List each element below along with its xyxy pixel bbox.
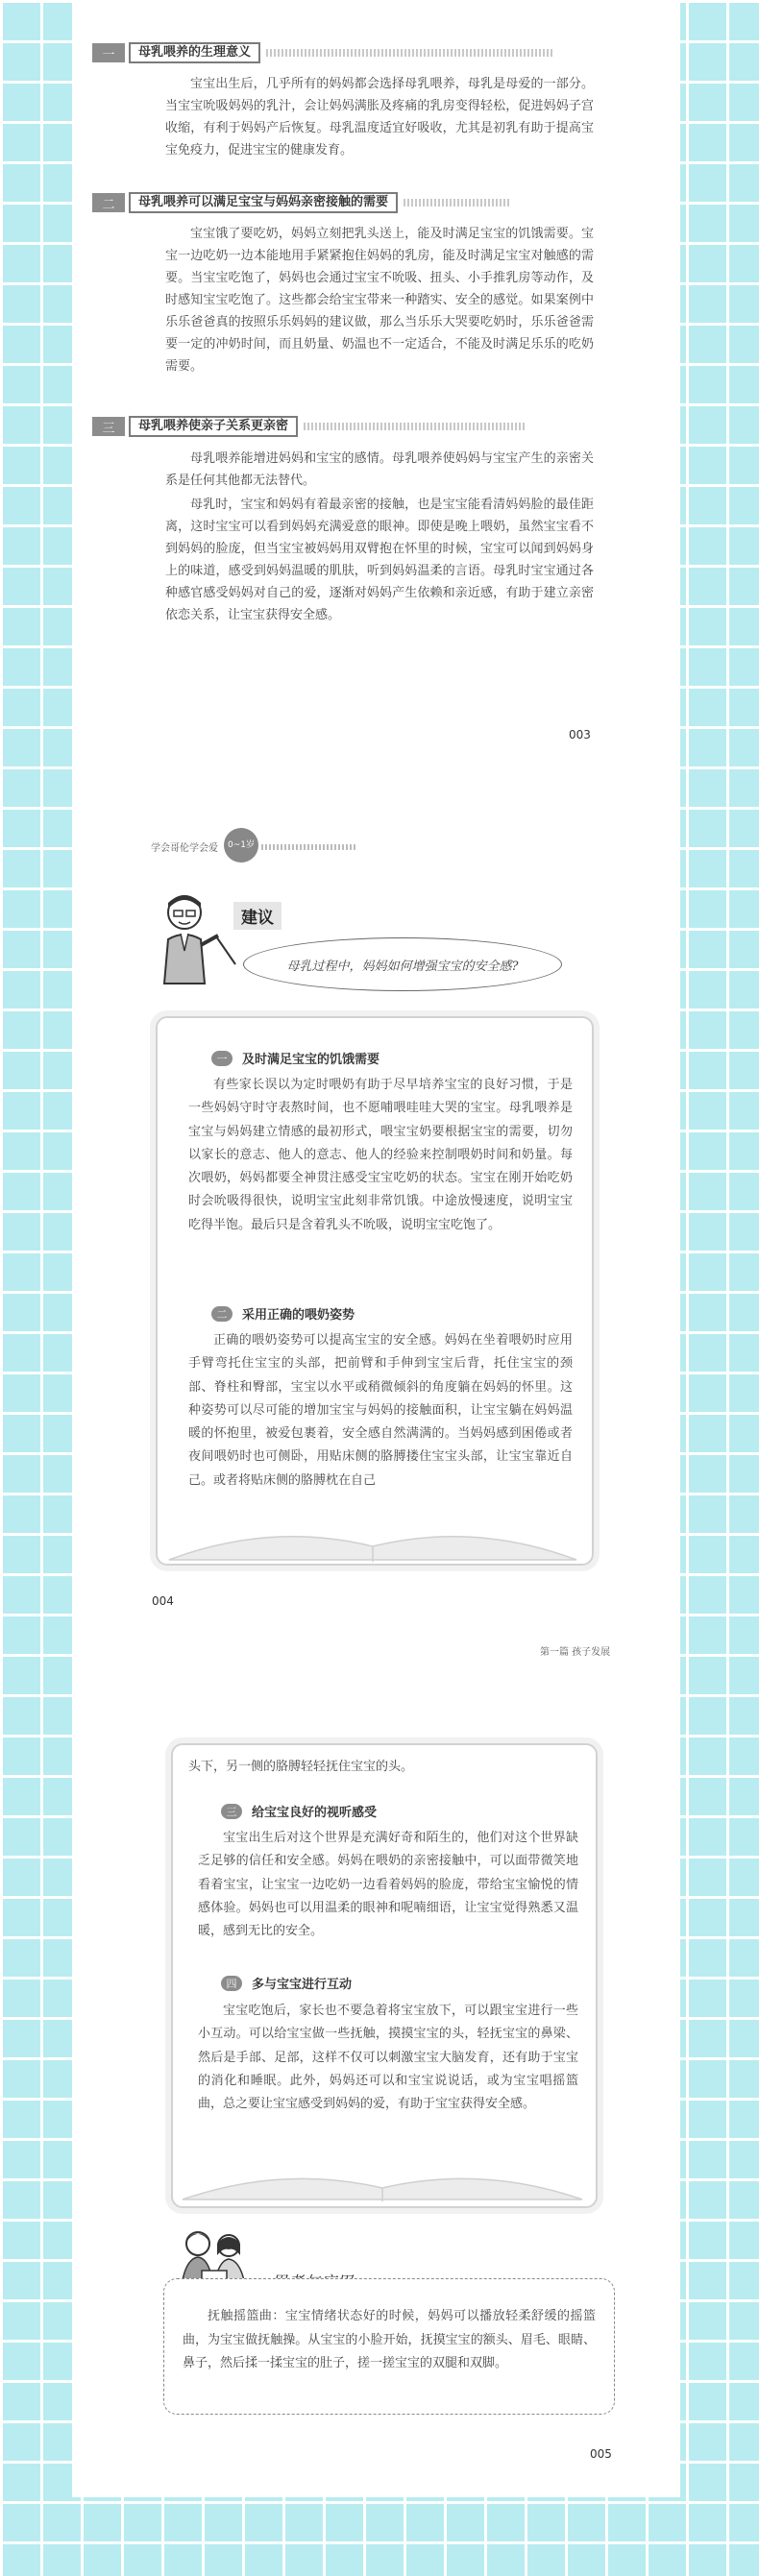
section-heading-1 bbox=[92, 42, 554, 63]
running-title: 学会哥伦学会爱 bbox=[151, 843, 218, 854]
subsection-title: 多与宝宝进行互动 bbox=[252, 1978, 353, 1992]
subsection-number: 四 bbox=[221, 1976, 242, 1991]
teacher-illustration-icon bbox=[151, 889, 237, 985]
section-heading-3 bbox=[92, 416, 525, 437]
paragraph: 宝宝饿了要吃奶，妈妈立刻把乳头送上，能及时满足宝宝的饥饿需要。宝宝一边吃奶一边本能地用手紧紧抱住妈妈的乳房，能及时满足宝宝对触感的需要。当宝宝吃饱了，妈妈也会通过宝宝不吮吸、扭头、小手推乳房等动作，及时感知宝宝吃饱了。这些都会给宝宝带来一种踏实、安全的感觉。如果案例中乐乐爸爸真的按照乐乐妈妈的建议做，那么当乐乐大哭要吃奶时，乐乐爸爸需要一定的冲奶时间，而且奶量、奶温也不一定适合，不能及时满足乐乐的吃奶需要。 bbox=[165, 227, 594, 374]
subsection-number: 三 bbox=[221, 1804, 242, 1819]
decorative-dotted-line bbox=[261, 844, 357, 850]
think-apply-body: 宝宝情绪状态好的时候，妈妈可以播放轻柔舒缓的摇篮曲，为宝宝做抚触操。从宝宝的小脸开始，抚摸宝宝的额头、眉毛、眼睛、鼻子，然后揉一揉宝宝的肚子，搓一搓宝宝的双腿和双脚。 bbox=[183, 2309, 596, 2370]
page-number: 004 bbox=[152, 1594, 174, 1608]
page-number: 005 bbox=[590, 2447, 612, 2461]
subsection-title: 采用正确的喂奶姿势 bbox=[242, 1308, 355, 1323]
section-heading-2 bbox=[92, 192, 509, 213]
section-number: 一 bbox=[92, 43, 125, 62]
think-apply-text bbox=[183, 2305, 596, 2376]
question-text: 母乳过程中，妈妈如何增强宝宝的安全感? bbox=[286, 959, 519, 974]
paragraph: 正确的喂奶姿势可以提高宝宝的安全感。妈妈在坐着喂奶时应用手臂弯托住宝宝的头部，把前臂和手伸到宝宝后背，托住宝宝的颈部、脊柱和臀部，宝宝以水平或稍微倾斜的角度躺在妈妈的怀里。这种姿势可以尽可能的增加宝宝与妈妈的接触面积，让宝宝躺在妈妈温暖的怀抱里，被爱包裹着，安全感自然满满的。当妈妈感到困倦或者夜间喂奶时也可侧卧，用贴床侧的胳膊搂住宝宝头部，让宝宝靠近自己。或者将贴床侧的胳膊枕在自己 bbox=[188, 1333, 573, 1488]
age-badge-text: 0~1岁 bbox=[228, 840, 255, 850]
paragraph: 宝宝出生后，几乎所有的妈妈都会选择母乳喂养，母乳是母爱的一部分。当宝宝吮吸妈妈的乳汁，会让妈妈满胀及疼痛的乳房变得轻松，促进妈妈子宫收缩，有利于妈妈产后恢复。母乳温度适宜好吸收，尤其是初乳有助于提高宝宝免疫力，促进宝宝的健康发育。 bbox=[165, 77, 594, 158]
question-bubble bbox=[243, 937, 562, 991]
page-number: 003 bbox=[569, 728, 591, 741]
running-title-text: 第一篇 孩子发展 bbox=[540, 1647, 611, 1658]
decorative-dotted-line bbox=[266, 49, 554, 57]
paragraph: 宝宝出生后对这个世界是充满好奇和陌生的，他们对这个世界缺乏足够的信任和安全感。妈妈在喂奶的亲密接触中，可以面带微笑地看着宝宝，让宝宝一边吃奶一边看着妈妈的脸庞，带给宝宝愉悦的情感体验。妈妈也可以用温柔的眼神和呢喃细语，让宝宝觉得熟悉又温暖，感到无比的安全。 bbox=[198, 1831, 578, 1939]
subsection-title: 给宝宝良好的视听感受 bbox=[252, 1806, 378, 1820]
section-title: 母乳喂养可以满足宝宝与妈妈亲密接触的需要 bbox=[129, 192, 398, 213]
age-badge bbox=[224, 828, 258, 863]
subsection-heading-4 bbox=[221, 1974, 352, 1992]
subsection-heading-2 bbox=[211, 1304, 355, 1323]
open-book-icon bbox=[165, 1518, 580, 1566]
subsection-heading-3 bbox=[221, 1802, 377, 1820]
running-title bbox=[540, 1643, 610, 1658]
subsection-heading-1 bbox=[211, 1049, 380, 1067]
subsection-number: 二 bbox=[211, 1306, 233, 1322]
decorative-dotted-line bbox=[404, 199, 509, 207]
section-number: 三 bbox=[92, 417, 125, 436]
subsection-number: 一 bbox=[211, 1051, 233, 1066]
paragraph: 有些家长误以为定时喂奶有助于尽早培养宝宝的良好习惯，于是一些妈妈守时守表熬时间，也不愿哺喂哇哇大哭的宝宝。母乳喂养是宝宝与妈妈建立情感的最初形式，喂宝宝奶要根据宝宝的需要，切勿以家长的意志、他人的意志、他人的经验来控制喂奶时间和奶量。每次喂奶，妈妈都要全神贯注感受宝宝吃奶的状态。宝宝在刚开始吃奶时会吮吸得很快，说明宝宝此刻非常饥饿。中途放慢速度，说明宝宝吃得半饱。最后只是含着乳头不吮吸，说明宝宝吃饱了。 bbox=[188, 1078, 573, 1232]
section-number: 二 bbox=[92, 193, 125, 212]
open-book-icon bbox=[179, 2161, 586, 2205]
paragraph: 母乳喂养能增进妈妈和宝宝的感情。母乳喂养使妈妈与宝宝产生的亲密关系是任何其他都无法替代。 bbox=[165, 451, 594, 488]
section-title: 母乳喂养的生理意义 bbox=[129, 42, 260, 63]
paragraph: 母乳时，宝宝和妈妈有着最亲密的接触，也是宝宝能看清妈妈脸的最佳距离，这时宝宝可以看到妈妈充满爱意的眼神。即使是晚上喂奶，虽然宝宝看不到妈妈的脸庞，但当宝宝被妈妈用双臂抱在怀里的时候，宝宝可以闻到妈妈身上的味道，感受到妈妈温暖的肌肤，听到妈妈温柔的言语。母乳时宝宝通过各种感官感受妈妈对自己的爱，逐渐对妈妈产生依赖和亲近感，有助于建立亲密依恋关系，让宝宝获得安全感。 bbox=[165, 498, 594, 622]
continuation-text: 头下，另一侧的胳膊轻轻抚住宝宝的头。 bbox=[188, 1760, 414, 1774]
advice-label: 建议 bbox=[233, 902, 282, 930]
section-title: 母乳喂养使亲子关系更亲密 bbox=[129, 416, 298, 437]
subsection-title: 及时满足宝宝的饥饿需要 bbox=[242, 1053, 380, 1067]
decorative-dotted-line bbox=[304, 423, 525, 430]
think-apply-label: 抚触摇篮曲： bbox=[208, 2309, 285, 2323]
paragraph: 宝宝吃饱后，家长也不要急着将宝宝放下，可以跟宝宝进行一些小互动。可以给宝宝做一些抚触，摸摸宝宝的头，轻抚宝宝的鼻梁、然后是手部、足部，这样不仅可以刺激宝宝大脑发育，还有助于宝宝的消化和睡眠。此外，妈妈还可以和宝宝说说话，或为宝宝唱摇篮曲，总之要让宝宝感受到妈妈的爱，有助于宝宝获得安全感。 bbox=[198, 2004, 578, 2112]
